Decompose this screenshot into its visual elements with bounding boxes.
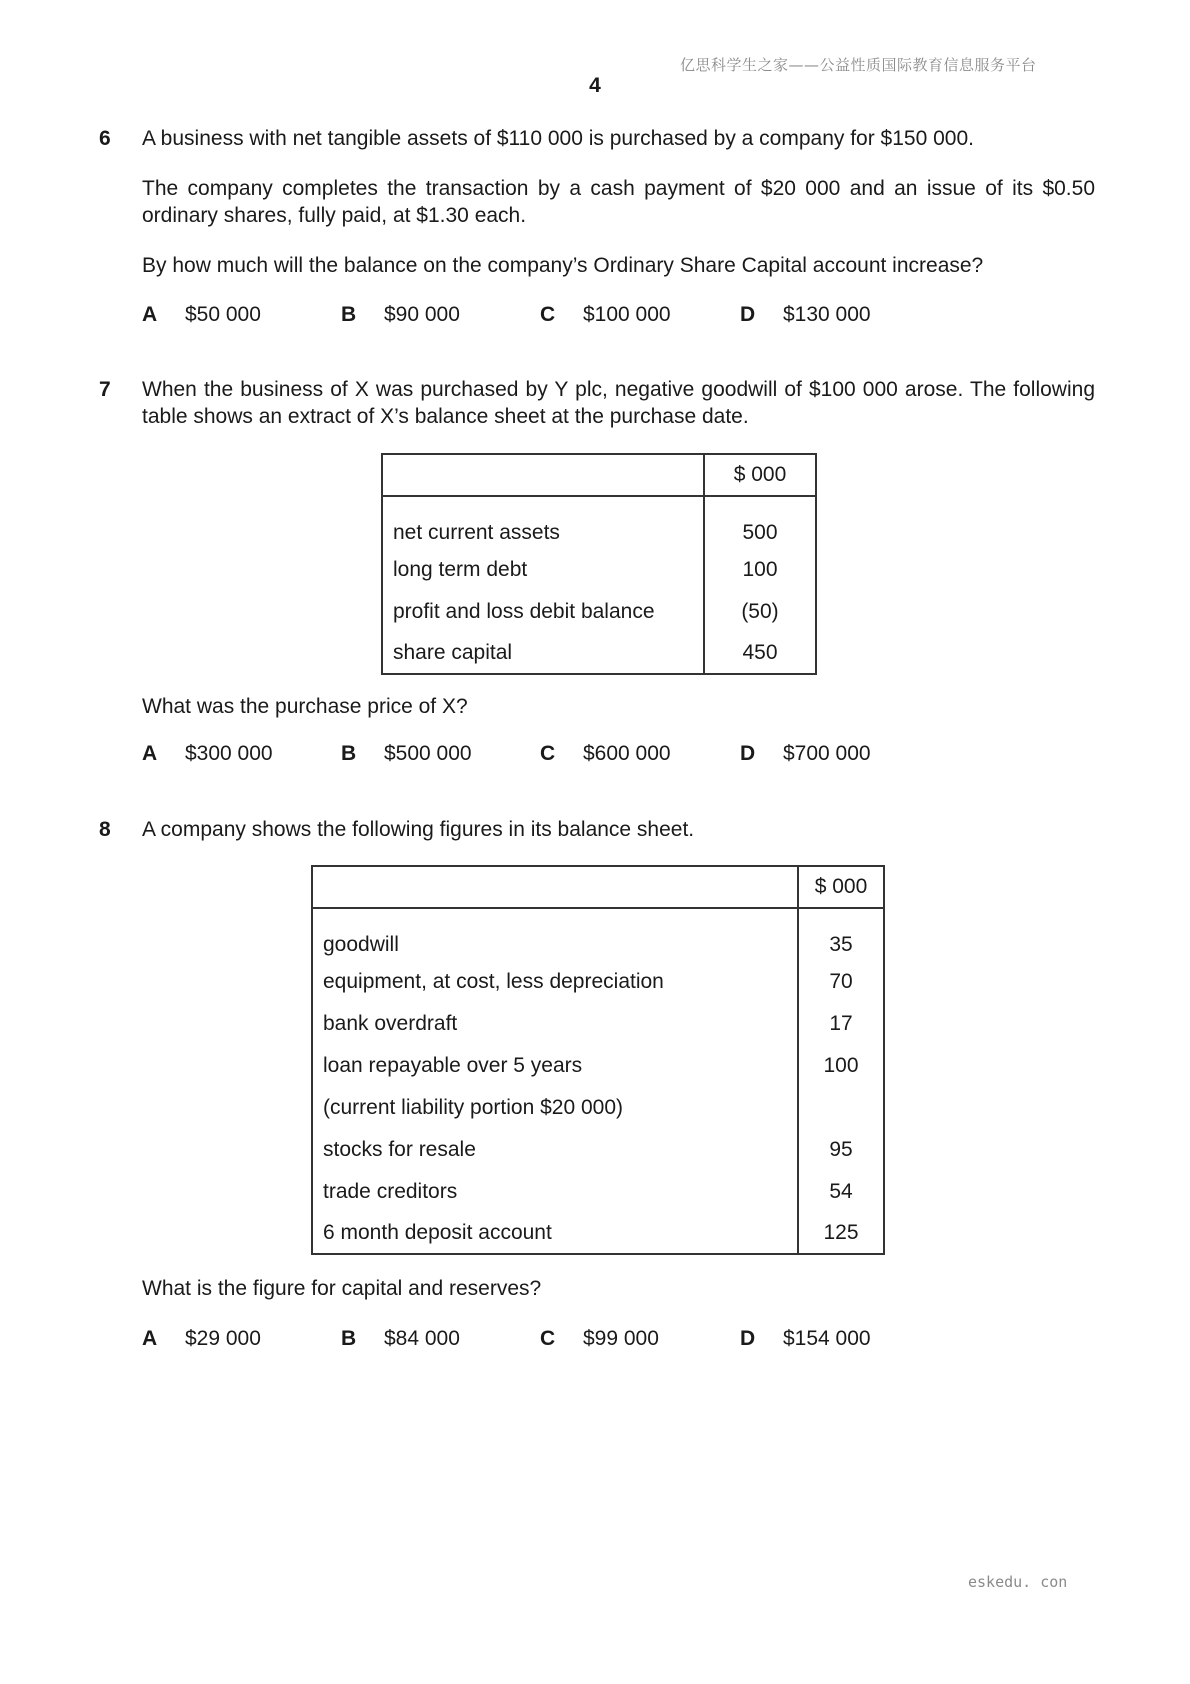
watermark-text: 亿思科学生之家——公益性质国际教育信息服务平台 — [680, 56, 1037, 74]
table-row — [312, 1129, 884, 1171]
table-row — [312, 961, 884, 1003]
table-row — [312, 1045, 884, 1087]
question-paragraph: A company shows the following figures in its balance sheet. — [142, 818, 695, 841]
question-body — [142, 816, 1095, 866]
row-label: (current liability portion $20 000) — [323, 1096, 623, 1119]
table-row — [312, 1003, 884, 1045]
table-row — [312, 1087, 884, 1129]
question-body — [142, 376, 1095, 453]
option-d[interactable]: D $154 000 — [740, 1327, 871, 1350]
question-number: 6 — [99, 127, 111, 150]
question-prompt: What was the purchase price of X? — [142, 695, 468, 718]
option-a[interactable]: A $300 000 — [142, 742, 273, 765]
balance-sheet-table-x — [381, 453, 817, 675]
row-value: 17 — [798, 1003, 884, 1045]
answer-options — [142, 1325, 902, 1352]
row-value: 54 — [798, 1171, 884, 1213]
row-label: bank overdraft — [323, 1012, 458, 1035]
row-label: long term debt — [393, 558, 528, 581]
option-b[interactable]: B $500 000 — [341, 742, 472, 765]
option-d[interactable]: D $700 000 — [740, 742, 871, 765]
table-row — [382, 549, 816, 591]
question-number: 8 — [99, 818, 111, 841]
table-row — [382, 633, 816, 674]
table-row — [312, 1213, 884, 1254]
question-paragraph: When the business of X was purchased by Y plc, negative goodwill of $100 000 arose. The following table shows an extract of X’s balance sheet at the purchase date. — [142, 378, 1095, 428]
table-row — [382, 496, 816, 549]
unit-header: $ 000 — [704, 454, 816, 496]
row-value: 100 — [704, 549, 816, 591]
option-b[interactable]: B $84 000 — [341, 1327, 460, 1350]
row-value: 35 — [798, 908, 884, 961]
row-label: 6 month deposit account — [323, 1221, 552, 1244]
option-c[interactable]: C $100 000 — [540, 303, 671, 326]
option-c[interactable]: C $99 000 — [540, 1327, 659, 1350]
question-number: 7 — [99, 378, 111, 401]
table-header-row — [312, 866, 884, 908]
balance-sheet-table-company — [311, 865, 885, 1255]
row-value: 95 — [798, 1129, 884, 1171]
question-paragraph: The company completes the transaction by a cash payment of $20 000 and an issue of its $0.50 ordinary shares, fully paid, at $1.30 each. — [142, 177, 1095, 227]
answer-options — [142, 301, 902, 328]
row-label: trade creditors — [323, 1180, 458, 1203]
question-prompt: What is the figure for capital and reserves? — [142, 1277, 542, 1300]
row-value: 70 — [798, 961, 884, 1003]
table-row — [382, 591, 816, 633]
row-value — [798, 1087, 884, 1129]
row-value: (50) — [704, 591, 816, 633]
row-value: 500 — [704, 496, 816, 549]
row-value: 125 — [798, 1213, 884, 1254]
option-d[interactable]: D $130 000 — [740, 303, 871, 326]
row-value: 450 — [704, 633, 816, 674]
row-label: profit and loss debit balance — [393, 600, 655, 623]
row-label: net current assets — [393, 521, 560, 544]
option-b[interactable]: B $90 000 — [341, 303, 460, 326]
question-paragraph: A business with net tangible assets of $110 000 is purchased by a company for $150 000. — [142, 127, 974, 150]
row-label: share capital — [393, 641, 513, 664]
option-c[interactable]: C $600 000 — [540, 742, 671, 765]
footer-site-text: eskedu. con — [968, 1573, 1068, 1591]
option-a[interactable]: A $50 000 — [142, 303, 261, 326]
table-header-row — [382, 454, 816, 496]
row-label: equipment, at cost, less depreciation — [323, 970, 664, 993]
table-row — [312, 908, 884, 961]
unit-header: $ 000 — [798, 866, 884, 908]
table-row — [312, 1171, 884, 1213]
page-number: 4 — [589, 74, 601, 97]
row-label: goodwill — [323, 933, 399, 956]
row-label: stocks for resale — [323, 1138, 476, 1161]
question-paragraph: By how much will the balance on the company’s Ordinary Share Capital account increase? — [142, 254, 984, 277]
option-a[interactable]: A $29 000 — [142, 1327, 261, 1350]
question-body — [142, 125, 1095, 302]
answer-options — [142, 740, 902, 767]
row-value: 100 — [798, 1045, 884, 1087]
row-label: loan repayable over 5 years — [323, 1054, 583, 1077]
